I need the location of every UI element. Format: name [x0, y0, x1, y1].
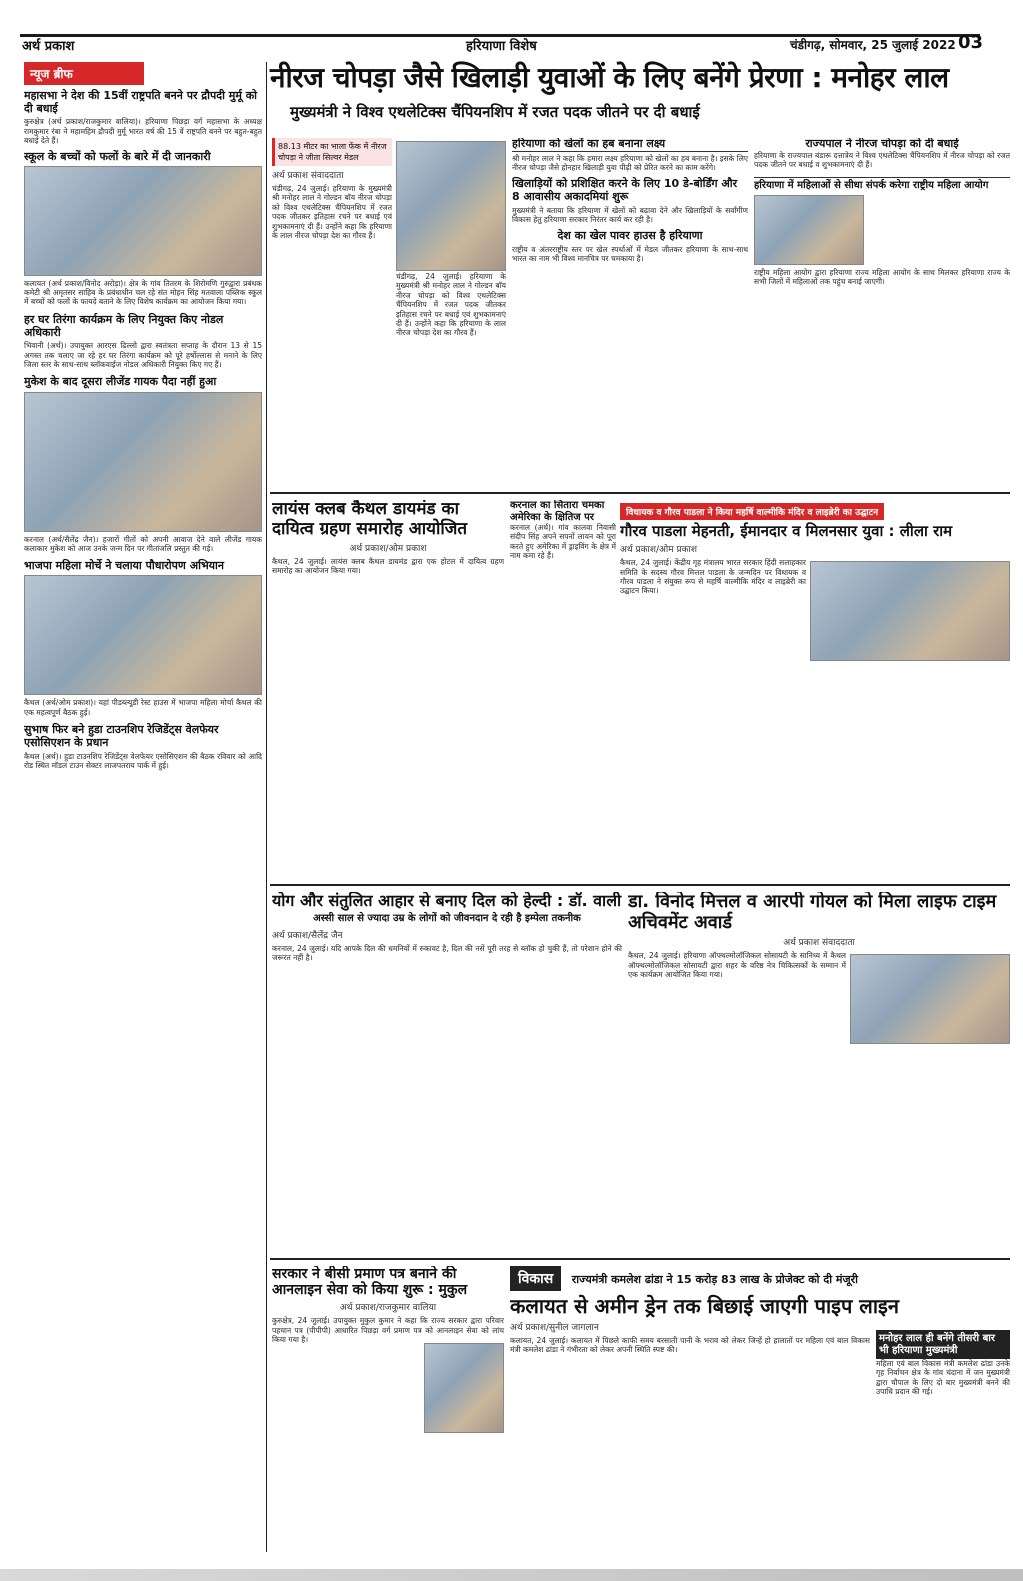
sidebar-headline: मनोहर लाल ही बनेंगे तीसरी बार भी हरियाणा मुख्यमंत्री: [876, 1330, 1010, 1359]
lions-byline: अर्थ प्रकाश/ओम प्रकाश: [349, 544, 427, 555]
sidebar-body: महिला एवं बाल विकास मंत्री कमलेश ढांडा उनके गृह निर्वाचन क्षेत्र के गांव चंदाना में जन मुख्यमंत्री द्वारा चौपाल के लिए दो बार मुख्यमंत्री बनने की उपाधि प्रदान की गई।: [876, 1359, 1010, 1397]
award-story: [628, 892, 1010, 1252]
academy-body: मुख्यमंत्री ने बताया कि हरियाणा में खेलों को बढ़ावा देने और खिलाड़ियों के सर्वांगीण विकास हेतु हरियाणा सरकार निरंतर कार्य कर रही है।: [512, 205, 748, 225]
women-commission-headline: हरियाणा में महिलाओं से सीधा संपर्क करेगा राष्ट्रीय महिला आयोग: [754, 177, 1010, 192]
news-photo: [24, 392, 262, 532]
left-column: [24, 62, 262, 1562]
lila-ram-story: [620, 500, 1010, 880]
pipeline-kicker: राज्यमंत्री कमलेश ढांडा ने 15 करोड़ 83 लाख के प्रोजेक्ट को दी मंजूरी: [571, 1273, 858, 1286]
brief-title: सुभाष फिर बने हुडा टाउनशिप रेजिडेंट्स वेलफेयर एसोसिएशन के प्रधान: [24, 723, 219, 750]
lila-headline: गौरव पाडला मेहनती, ईमानदार व मिलनसार युवा : लीला राम: [620, 522, 953, 540]
brief-title: स्कूल के बच्चों को फलों के बारे में दी जानकारी: [24, 149, 211, 163]
lead-caption: 88.13 मीटर का भाला फेंक में नीरज चोपड़ा ने जीता सिल्वर मेडल: [272, 138, 392, 166]
heart-byline: अर्थ प्रकाश/सैलेंद्र जैन: [272, 930, 343, 941]
news-photo: [24, 166, 262, 276]
lions-body: कैथल, 24 जुलाई। लायंस क्लब कैथल डायमंड द्वारा एक होटल में दायित्व ग्रहण समारोह का आयोजन किया गया।: [272, 557, 504, 576]
award-ceremony-photo: [850, 954, 1010, 1044]
bc-byline: अर्थ प्रकाश/राजकुमार वालिया: [339, 1303, 437, 1314]
power-body: राष्ट्रीय व अंतरराष्ट्रीय स्तर पर खेल स्पर्धाओं में मेडल जीतकर हरियाणा के साथ-साथ भारत का नाम भी विश्व मानचित्र पर चमकाया है।: [512, 245, 748, 264]
page-number: 03: [958, 32, 984, 53]
section-name: हरियाणा विशेष: [466, 39, 537, 54]
brief-item: [24, 375, 262, 553]
stadium-headline: हरियाणा को खेलों का हब बनाना लक्ष्य: [512, 138, 748, 152]
award-byline: अर्थ प्रकाश संवाददाता: [783, 938, 855, 949]
column-divider: [266, 62, 267, 1552]
lead-byline: अर्थ प्रकाश संवाददाता: [272, 171, 344, 181]
lead-body-continued: चंडीगढ़, 24 जुलाई। हरियाणा के मुख्यमंत्री श्री मनोहर लाल ने गोल्डन बॉय नीरज चोपड़ा को विश्व एथलेटिक्स चैंपियनशिप में रजत पदक जीतकर इतिहास रचने पर बधाई एवं शुभकामनाएं दी हैं। उन्होंने कहा कि हरियाणा के लाल नीरज चोपड़ा देश का गौरव हैं।: [396, 272, 506, 338]
temple-inauguration-photo: [810, 561, 1010, 661]
lila-kicker: विधायक व गौरव पाडला ने किया महर्षि वाल्मीकि मंदिर व लाइब्रेरी का उद्घाटन: [620, 503, 884, 520]
stadium-body: श्री मनोहर लाल ने कहा कि हमारा लक्ष्य हरियाणा को खेलों का हब बनाना है। इसके लिए नीरज चोपड़ा जैसे होनहार खिलाड़ी युवा पीढ़ी को प्रेरित करने का काम करेंगे।: [512, 153, 748, 173]
news-photo: [24, 575, 262, 695]
brief-body: भिवानी (अर्थ)। उपायुक्त आरएस ढिल्लो द्वारा स्वतंत्रता सप्ताह के दौरान 13 से 15 अगस्त तक चलाए जा रहे हर घर तिरंगा कार्यक्रम को पूरे हर्षोल्लास से मनाने के लिए जिला स्तर के साथ-साथ ब्लॉकवाईज नोडल अधिकारी नियुक्त किए गए हैं।: [24, 341, 262, 369]
heart-health-story: [272, 892, 622, 1252]
governor-headline: राज्यपाल ने नीरज चोपड़ा को दी बधाई: [805, 138, 959, 150]
award-body: कैथल, 24 जुलाई। हरियाणा ऑफ्थल्मोलॉजिकल सोसायटी के सानिध्य में कैथल ऑफ्थल्मोलॉजिकल सोसायटी द्वारा शहर के वरिष्ठ नेत्र चिकित्सकों के सम्मान में एक कार्यक्रम आयोजित किया गया।: [628, 951, 846, 980]
pipeline-sidebar: [876, 1330, 1010, 1560]
brief-title: भाजपा महिला मोर्चे ने चलाया पौधारोपण अभियान: [24, 559, 225, 573]
heart-body: करनाल, 24 जुलाई। यदि आपके दिल की धमनियों में रुकावट है, दिल की नसें पूरी तरह से ब्लॉक हो चुकी हैं, तो परेशान होने की जरूरत नहीं है।: [272, 943, 622, 963]
section-divider: [270, 1258, 1010, 1260]
brief-title: मुकेश के बाद दूसरा लीजेंड गायक पैदा नहीं हुआ: [24, 375, 217, 389]
brief-item: [24, 150, 262, 307]
brief-body: कलायत (अर्थ प्रकाश/विनोद अरोड़ा)। क्षेत्र के गांव तितरम के शिरोमणि गुरुद्वारा प्रबंधक कमेटी श्री अमृतसर साहिब के प्रबंधाधीन चल रहे संत मोहन सिंह मतवाला पब्लिक स्कूल में बच्चों को फलों के फायदे बताने के लिए विशेष कार्यक्रम का आयोजन किया गया।: [24, 278, 262, 307]
pipeline-headline: कलायत से अमीन ड्रेन तक बिछाई जाएगी पाइप लाइन: [510, 1294, 899, 1318]
page-footer: [0, 1569, 1023, 1581]
karnal-body: करनाल (अर्थ)। गांव कालवा निवासी संदीप सिंह अपने सपनों लायन को पूरा करते हुए अमेरिका में ड्राइविंग के क्षेत्र में नाम कमा रहे हैं।: [510, 523, 616, 561]
pipeline-byline: अर्थ प्रकाश/सुनील जागलान: [510, 1323, 599, 1333]
brief-item: [24, 723, 262, 770]
right-top-column: [754, 138, 1010, 488]
lead-story-text-2: [396, 272, 506, 488]
heart-headline: योग और संतुलित आहार से बनाए दिल को हेल्दी : डॉ. वाली: [272, 892, 622, 910]
brief-title: हर घर तिरंगा कार्यक्रम के लिए नियुक्त किए नोडल अधिकारी: [24, 312, 224, 339]
page-header: [0, 0, 1023, 60]
lions-club-story: [272, 500, 504, 880]
academy-headline: खिलाड़ियों को प्रशिक्षित करने के लिए 10 डे-बोर्डिंग और 8 आवासीय अकादमियां शुरू: [512, 177, 738, 204]
brief-item: [24, 89, 262, 146]
news-brief-label: न्यूज ब्रीफ: [24, 62, 144, 85]
publication-name: अर्थ प्रकाश: [22, 39, 75, 54]
karnal-headline: करनाल का सितारा चमका अमेरिका के क्षितिज पर: [510, 500, 605, 523]
lead-story-text: [272, 138, 392, 488]
dc-portrait-photo: [424, 1343, 504, 1433]
award-headline: डा. विनोद मित्तल व आरपी गोयल को मिला लाइफ टाइम अचिवमेंट अवार्ड: [628, 892, 997, 933]
brief-title: महासभा ने देश की 15वीं राष्ट्रपति बनने पर द्रौपदी मुर्मू को दी बधाई: [24, 89, 258, 116]
mid-column: [512, 138, 748, 488]
lions-headline: लायंस क्लब कैथल डायमंड का दायित्व ग्रहण समारोह आयोजित: [272, 500, 468, 539]
governor-body: हरियाणा के राज्यपाल बंडारू दत्तात्रेय ने विश्व एथलेटिक्स चैंपियनशिप में नीरज चोपड़ा को रजत पदक जीतने पर बधाई व शुभकामनाएं दी हैं।: [754, 150, 1010, 170]
karnal-story: [510, 500, 616, 880]
bc-headline: सरकार ने बीसी प्रमाण पत्र बनाने की आनलाइन सेवा को किया शुरू : मुकुल: [272, 1266, 468, 1299]
cm-portrait-photo: [396, 141, 506, 271]
power-headline: देश का खेल पावर हाउस है हरियाणा: [557, 229, 703, 243]
section-divider: [270, 492, 1010, 494]
lead-headline: नीरज चोपड़ा जैसे खिलाड़ी युवाओं के लिए बनेंगे प्रेरणा : मनोहर लाल: [270, 61, 949, 94]
lila-byline: अर्थ प्रकाश/ओम प्रकाश: [620, 545, 697, 556]
issue-date: चंडीगढ़, सोमवार, 25 जुलाई 2022: [790, 38, 956, 52]
brief-item: [24, 313, 262, 370]
lead-subheadline: मुख्यमंत्री ने विश्व एथलेटिक्स चैंपियनशिप में रजत पदक जीतने पर दी बधाई: [290, 103, 700, 121]
women-commission-body: राष्ट्रीय महिला आयोग द्वारा हरियाणा राज्य महिला आयोग के साथ मिलकर हरियाणा राज्य के सभी जिलों में महिलाओं तक पहुंच बनाई जाएगी।: [754, 267, 1010, 287]
lila-body: कैथल, 24 जुलाई। केंद्रीय गृह मंत्रालय भारत सरकार हिंदी सलाहकार समिति के सदस्य गौरव मित्तल पाडला के जन्मदिन पर विधायक व गौरव पाडला ने संयुक्त रूप से महर्षि वाल्मीकि मंदिर व लाइब्रेरी का उद्घाटन किया।: [620, 558, 806, 596]
brief-body: करनाल (अर्थ/सैलेंद्र जैन)। हजारों गीतों को अपनी आवाज देने वाले लीजेंड गायक कलाकार मुकेश को आज उनके जन्म दिन पर गीतांजलि प्रस्तुत की गई।: [24, 534, 262, 553]
pipeline-body: कलायत, 24 जुलाई। कलायत में पिछले काफी समय बरसाती पानी के भराव को लेकर जिन्हें हो हालातों पर महिला एवं बाल विकास मंत्री कमलेश ढांडा ने गंभीरता को लेकर अपनी स्थिति स्पष्ट की।: [510, 1336, 870, 1355]
heart-subheadline: अस्सी साल से ज्यादा उम्र के लोगों को जीवनदान दे रही है इम्पेला तकनीक: [313, 913, 581, 925]
brief-body: कुरुक्षेत्र (अर्थ प्रकाश/राजकुमार वालिया)। हरियाणा पिछड़ा वर्ग महासभा के अध्यक्ष रामकुमार रंबा ने महामहिम द्रौपदी मुर्मू भारत वर्ष की 15 वें राष्ट्रपति बनने पर बहुत-बहुत बधाई देते हैं।: [24, 117, 262, 146]
section-divider: [270, 884, 1010, 886]
women-commission-photo: [754, 195, 864, 265]
brief-body: कैथल (अर्थ/ओम प्रकाश)। यहां पीडब्ल्यूडी रेस्ट हाउस में भाजपा महिला मोर्चा कैथल की एक महत्वपूर्ण बैठक हुई।: [24, 698, 262, 717]
development-tag: विकास: [510, 1266, 561, 1291]
brief-body: कैथल (अर्थ)। हुडा टाउनशिप रेजिडेंट्स वेलफेयर एसोसिएशन की बैठक रविवार को आदि रोड स्थित मॉडल टाउन सेक्टर लाजपतराय पार्क में हुई।: [24, 751, 262, 770]
lead-body: चंडीगढ़, 24 जुलाई। हरियाणा के मुख्यमंत्री श्री मनोहर लाल ने गोल्डन बॉय नीरज चोपड़ा को विश्व एथलेटिक्स चैंपियनशिप में रजत पदक जीतकर इतिहास रचने पर बधाई एवं शुभकामनाएं दी हैं। उन्होंने कहा कि हरियाणा के लाल नीरज चोपड़ा देश का गौरव हैं।: [272, 184, 392, 240]
bc-body: कुरुक्षेत्र, 24 जुलाई। उपायुक्त मुकुल कुमार ने कहा कि राज्य सरकार द्वारा परिवार पहचान पत्र (पीपीपी) आधारित पिछड़ा वर्ग प्रमाण पत्र को आनलाइन सेवा को लांच किया गया है।: [272, 1316, 504, 1344]
brief-item: [24, 559, 262, 717]
